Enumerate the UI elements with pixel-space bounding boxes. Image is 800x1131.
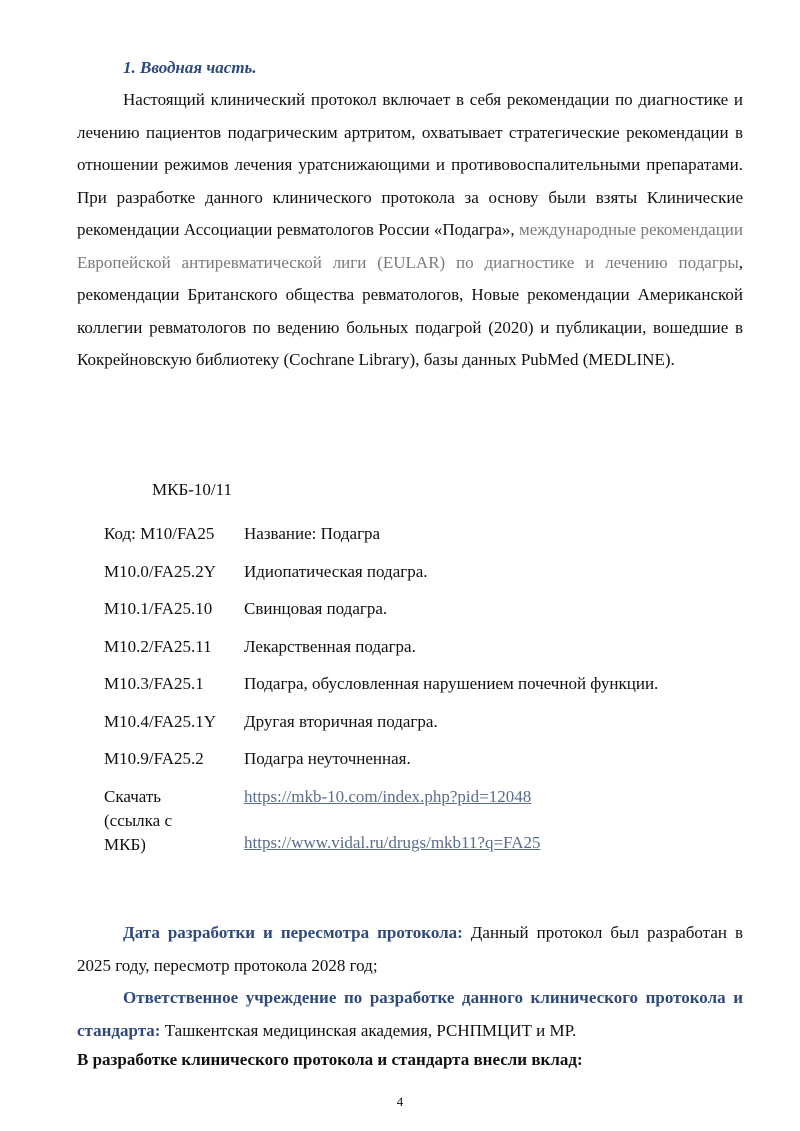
table-row xyxy=(104,710,658,748)
name-cell: Свинцовая подагра. xyxy=(244,599,388,618)
name-header: Название: Подагра xyxy=(244,524,381,543)
code-cell: М10.4/FA25.1Y xyxy=(104,711,217,731)
name-cell: Подагра неуточненная. xyxy=(244,749,411,768)
intro-text-eular: международные рекомендации Европейской антиревматической лиги (EULAR) по диагностике и лечению подагры xyxy=(77,220,743,272)
code-cell: М10.2/FA25.11 xyxy=(104,636,212,656)
institution-paragraph xyxy=(77,982,743,1047)
table-row xyxy=(104,672,658,710)
intro-paragraph xyxy=(77,84,743,377)
table-row xyxy=(104,560,658,598)
institution-text: Ташкентская медицинская академия, РСНПМЦИТ и МР. xyxy=(160,1020,577,1040)
code-cell: М10.9/FA25.2 xyxy=(104,749,204,768)
intro-text-1: Настоящий клинический протокол включает в себя рекомендации по диагностике и лечению пациентов подагрическим артритом, охватывает стратегические рекомендации в отношении режимов лечения уратснижающими и противовоспалительными препаратами. При разработке данного клинического протокола за основу были взяты Клинические рекомендации Ассоциации ревматологов России «Подагра», xyxy=(77,90,743,239)
dates-paragraph xyxy=(77,917,743,982)
intro-text-2: , рекомендации Британского общества ревматологов, Новые рекомендации Американской коллегии ревматологов по ведению больных подагрой (2020) и публикации, вошедшие в Кокрейновскую библиотеку (Cochrane Library), базы данных PubMed (MEDLINE). xyxy=(77,252,743,369)
code-header: Код: М10/FA25 xyxy=(104,524,215,543)
table-row xyxy=(104,597,658,635)
vidal-link[interactable]: https://www.vidal.ru/drugs/mkb11?q=FA25 xyxy=(244,832,541,852)
download-links xyxy=(244,785,658,857)
name-cell: Лекарственная подагра. xyxy=(244,636,416,656)
name-cell: Подагра, обусловленная нарушением почечной функции. xyxy=(244,674,659,693)
mkb-table xyxy=(104,522,658,857)
table-row xyxy=(104,635,658,673)
page-number: 4 xyxy=(396,1094,404,1109)
institution-label: Ответственное учреждение по разработке данного клинического протокола и стандарта: xyxy=(77,988,743,1040)
dates-label: Дата разработки и пересмотра протокола: xyxy=(123,923,463,942)
contributors-heading: В разработке клинического протокола и стандарта внесли вклад: xyxy=(77,1050,583,1069)
code-cell: М10.3/FA25.1 xyxy=(104,674,204,693)
name-cell: Идиопатическая подагра. xyxy=(244,561,428,581)
mkb10-link[interactable]: https://mkb-10.com/index.php?pid=12048 xyxy=(244,786,532,806)
download-label: Скачать (ссылка с МКБ) xyxy=(104,786,172,854)
name-cell: Другая вторичная подагра. xyxy=(244,711,438,731)
code-cell: М10.1/FA25.10 xyxy=(104,599,213,618)
table-header-row xyxy=(104,522,658,560)
code-cell: М10.0/FA25.2Y xyxy=(104,561,217,581)
download-row xyxy=(104,785,658,857)
table-row xyxy=(104,747,658,785)
section-heading: 1. Вводная часть. xyxy=(123,58,257,77)
mkb-title: МКБ-10/11 xyxy=(152,480,232,499)
dates-text: Данный протокол был разработан в 2025 году, пересмотр протокола 2028 год; xyxy=(77,923,743,975)
